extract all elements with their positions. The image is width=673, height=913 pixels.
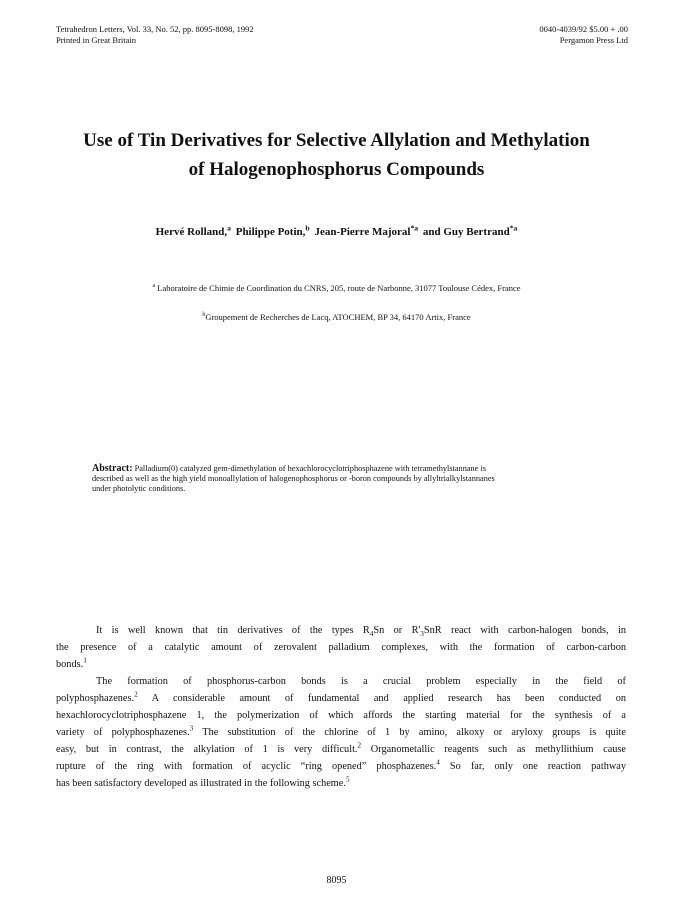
reference-mark: 3 bbox=[189, 724, 194, 733]
citation-line: Tetrahedron Letters, Vol. 33, No. 52, pp. 8095-8098, 1992 bbox=[56, 24, 254, 34]
author bbox=[235, 223, 310, 238]
body-line: bonds.$^1$ bbox=[56, 656, 87, 670]
author-affiliation-mark: *a bbox=[509, 223, 518, 233]
body-line: The formation of phosphorus-carbon bonds is a crucial problem especially in the field of bbox=[96, 676, 626, 687]
printed-in-line: Printed in Great Britain bbox=[56, 35, 137, 45]
abstract bbox=[92, 464, 592, 494]
body-text bbox=[56, 622, 626, 792]
journal-citation bbox=[56, 24, 254, 46]
affiliation-mark: b bbox=[202, 312, 206, 319]
affiliation-a bbox=[30, 283, 643, 293]
publisher-line: Pergamon Press Ltd bbox=[559, 35, 628, 45]
body-line: It is well known that tin derivatives of the types $R_4Sn$ or $R'_3SnR$ react with carbon-halogen bonds, in bbox=[96, 625, 626, 639]
abstract-label: Abstract: bbox=[92, 463, 133, 474]
body-line: polyphosphazenes.$^2$ A considerable amount of fundamental and applied research has been conducted on bbox=[56, 690, 626, 704]
author-affiliation-mark: *a bbox=[410, 223, 419, 233]
affiliation-text: Laboratoire de Chimie de Coordination du CNRS, 205, route de Narbonne, 31077 Toulouse Cédex, France bbox=[157, 283, 521, 293]
body-line: easy, but in contrast, the alkylation of 1 is very difficult.$^2$ Organometallic reagents such as methyllithium cause bbox=[56, 741, 626, 755]
abstract-line bbox=[92, 464, 592, 474]
author-name: Jean-Pierre Majoral bbox=[314, 226, 411, 238]
abstract-text: Palladium(0) catalyzed gem-dimethylation of hexachlorocyclotriphosphazene with tetramethylstannane is bbox=[134, 464, 486, 473]
reference-mark: 1 bbox=[83, 656, 87, 665]
reference-mark: 4 bbox=[436, 758, 440, 767]
abstract-line: under photolytic conditions. bbox=[92, 484, 186, 493]
author-affiliation-mark: a bbox=[227, 223, 231, 233]
author bbox=[314, 223, 419, 238]
title-line-2: of Halogenophosphorus Compounds bbox=[188, 159, 485, 180]
author-affiliation-mark: b bbox=[305, 223, 310, 233]
page-number: 8095 bbox=[326, 875, 347, 886]
reference-mark: 2 bbox=[357, 741, 362, 750]
reference-mark: 2 bbox=[134, 690, 138, 699]
title-line-1: Use of Tin Derivatives for Selective Allylation and Methylation bbox=[83, 130, 590, 151]
author-list bbox=[30, 223, 643, 238]
issn-price-line: 0040-4039/92 $5.00 + .00 bbox=[539, 24, 628, 34]
body-line: hexachlorocyclotriphosphazene 1, the polymerization of which affords the starting material for the synthesis of a bbox=[56, 710, 626, 721]
affiliation-b bbox=[30, 312, 643, 322]
author-name: Hervé Rolland, bbox=[155, 226, 228, 238]
body-line: variety of polyphosphazenes.$^3$ The substitution of the chlorine of 1 by amino, alkoxy or aryloxy groups is quite bbox=[56, 724, 626, 738]
body-line: the presence of a catalytic amount of zerovalent palladium complexes, with the formation of carbon-carbon bbox=[56, 642, 626, 653]
abstract-line: described as well as the high yield monoallylation of halogenophosphorus or -boron compounds by allyltrialkylstannanes bbox=[92, 474, 495, 483]
reference-mark: 5 bbox=[345, 775, 350, 784]
author-name: and Guy Bertrand bbox=[422, 226, 510, 238]
author bbox=[155, 223, 231, 238]
journal-price-info bbox=[539, 24, 628, 46]
author-name: Philippe Potin, bbox=[235, 226, 306, 238]
author bbox=[422, 223, 518, 238]
affiliation-text: Groupement de Recherches de Lacq, ATOCHEM, BP 34, 64170 Artix, France bbox=[205, 312, 471, 322]
affiliation-mark: a bbox=[152, 283, 156, 290]
body-line: has been satisfactory developed as illustrated in the following scheme.$^5$ bbox=[56, 775, 350, 789]
paper-title bbox=[30, 126, 643, 184]
body-line: rupture of the ring with formation of acyclic “ring opened” phosphazenes.$^4$ So far, only one reaction pathway bbox=[56, 758, 627, 772]
